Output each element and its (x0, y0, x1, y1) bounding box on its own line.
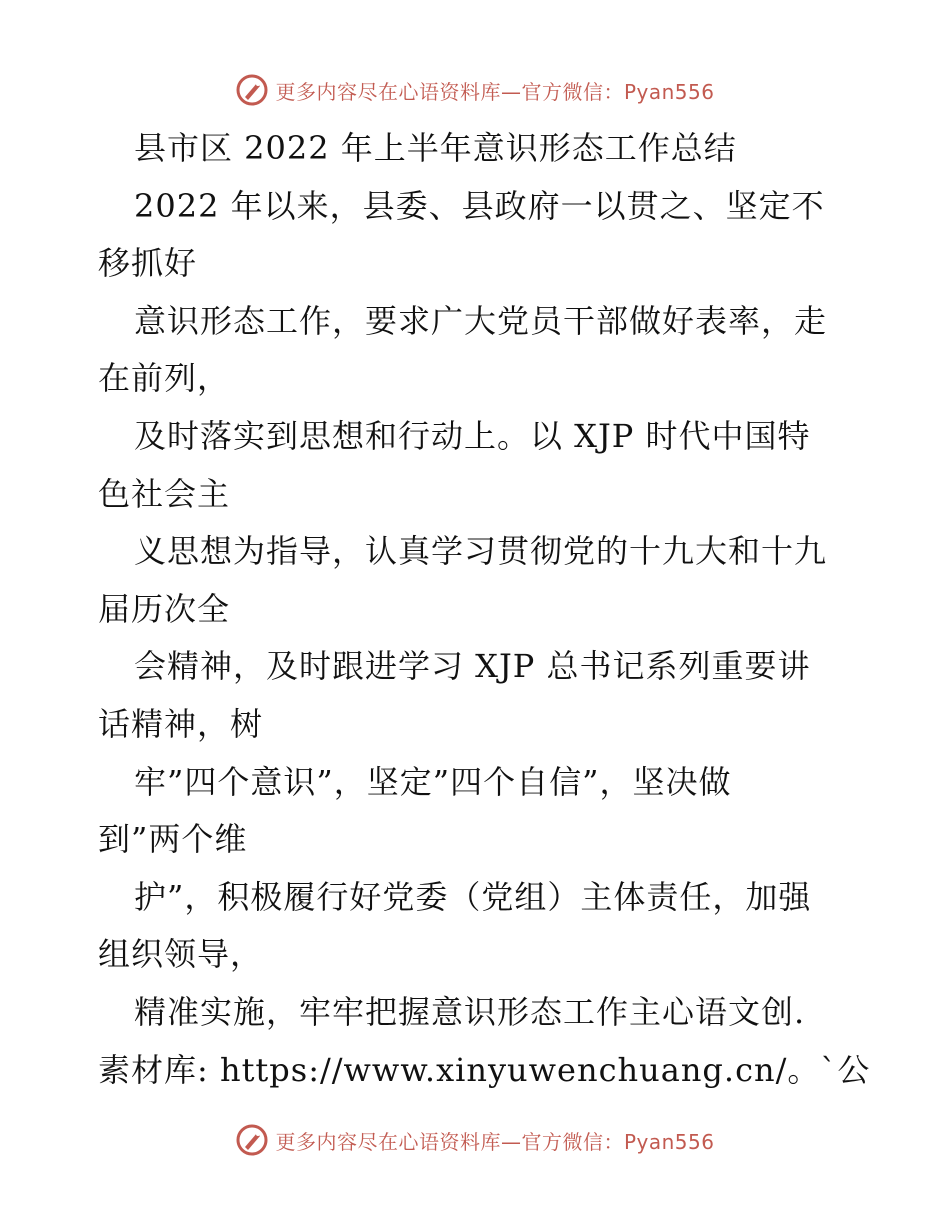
text-line: 在前列， (98, 359, 231, 398)
document-title: 县市区 2022 年上半年意识形态工作总结 (134, 129, 737, 167)
text-line: 组织领导， (98, 935, 264, 974)
text-line: 到”两个维 (98, 820, 248, 859)
header-banner (0, 70, 950, 110)
text-line: 2022 年以来，县委、县政府一以贯之、坚定不 (134, 186, 825, 225)
text-line: 移抓好 (98, 244, 198, 283)
footer-banner (0, 1120, 950, 1160)
text-line: 精准实施，牢牢把握意识形态工作主心语文创. (134, 992, 806, 1031)
header-banner-text: 更多内容尽在心语资料库—官方微信：Pyan556 (275, 79, 715, 104)
text-line: 牢”四个意识”，坚定”四个自信”，坚决做 (134, 762, 732, 801)
pen-nib-logo-icon (235, 1123, 269, 1157)
text-line: 届历次全 (98, 589, 231, 628)
footer-banner-text: 更多内容尽在心语资料库—官方微信：Pyan556 (275, 1129, 715, 1154)
document-body (98, 120, 871, 1099)
text-line: 素材库: https://www.xinyuwenchuang.cn/。`公 (98, 1050, 871, 1089)
text-line: 及时落实到思想和行动上。以 XJP 时代中国特 (134, 416, 811, 455)
text-line: 会精神，及时跟进学习 XJP 总书记系列重要讲 (134, 647, 811, 686)
text-line: 意识形态工作，要求广大党员干部做好表率，走 (134, 301, 828, 340)
text-line: 话精神，树 (98, 704, 264, 743)
text-line: 护”，积极履行好党委（党组）主体责任，加强 (134, 877, 812, 916)
pen-nib-logo-icon (235, 73, 269, 107)
text-line: 色社会主 (98, 474, 231, 513)
text-line: 义思想为指导，认真学习贯彻党的十九大和十九 (134, 532, 828, 571)
